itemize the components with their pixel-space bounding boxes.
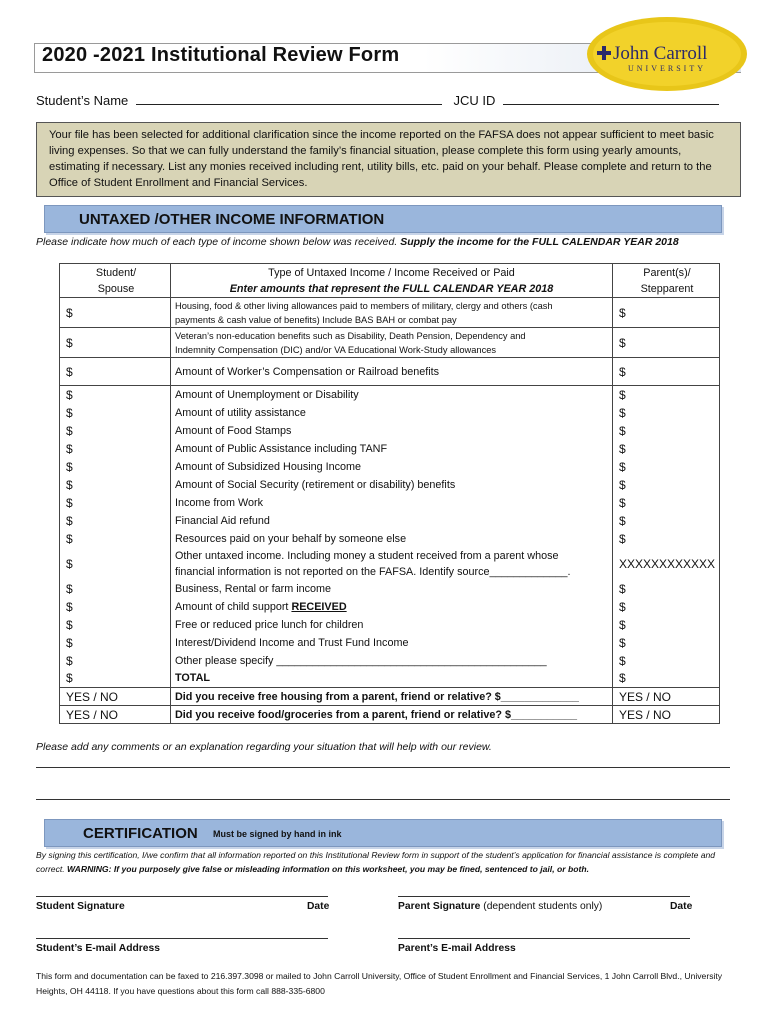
- student-amount-cell[interactable]: $: [60, 548, 171, 580]
- untaxed-section-title: UNTAXED /OTHER INCOME INFORMATION: [79, 211, 385, 228]
- table-row: [60, 652, 720, 670]
- income-type-cell: Amount of Public Assistance including TANF: [171, 440, 613, 458]
- table-row: [60, 670, 720, 688]
- parent-amount-cell[interactable]: $: [612, 512, 719, 530]
- student-amount-cell[interactable]: $: [60, 358, 171, 386]
- student-amount-cell[interactable]: $: [60, 512, 171, 530]
- certification-note: Must be signed by hand in ink: [213, 829, 342, 839]
- parent-amount-cell[interactable]: $: [612, 476, 719, 494]
- income-type-cell: Other please specify _____________________________________________: [171, 652, 613, 670]
- table-row: [60, 476, 720, 494]
- table-row: [60, 458, 720, 476]
- certification-title: CERTIFICATION: [83, 825, 198, 842]
- parent-amount-cell[interactable]: $: [612, 634, 719, 652]
- jcu-id-field[interactable]: [503, 90, 719, 105]
- income-type-cell: Did you receive free housing from a parent, friend or relative? $_____________: [171, 688, 613, 706]
- income-type-cell: Income from Work: [171, 494, 613, 512]
- table-row: [60, 440, 720, 458]
- john-carroll-logo: [586, 16, 748, 92]
- student-email-label: Student’s E-mail Address: [36, 943, 160, 954]
- jcu-id-label: JCU ID: [453, 93, 496, 108]
- student-amount-cell[interactable]: $: [60, 298, 171, 328]
- student-signature-label: Student Signature: [36, 901, 125, 912]
- income-type-cell: Veteran’s non-education benefits such as Disability, Death Pension, Dependency and Indemnity Compensation (DIC) and/or VA Educational Work-Study allowances: [171, 328, 613, 358]
- table-row: [60, 512, 720, 530]
- income-type-cell: TOTAL: [171, 670, 613, 688]
- certification-warning: WARNING: If you purposely give false or misleading information on this worksheet, you may be fined, sentenced to jail, or both.: [67, 864, 589, 874]
- col-type-header: Type of Untaxed Income / Income Received or Paid Enter amounts that represent the FULL CALENDAR YEAR 2018: [171, 264, 613, 298]
- parent-amount-cell[interactable]: $: [612, 580, 719, 598]
- student-info-row: [36, 90, 719, 108]
- parent-amount-cell[interactable]: $: [612, 494, 719, 512]
- parent-email-label: Parent’s E-mail Address: [398, 943, 516, 954]
- student-amount-cell[interactable]: $: [60, 476, 171, 494]
- student-amount-cell[interactable]: $: [60, 458, 171, 476]
- instructions-year: Supply the income for the FULL CALENDAR YEAR 2018: [400, 236, 679, 248]
- table-row: [60, 580, 720, 598]
- table-row: [60, 328, 720, 358]
- income-type-cell: Amount of Worker’s Compensation or Railroad benefits: [171, 358, 613, 386]
- table-row: [60, 548, 720, 580]
- parent-email-line[interactable]: [398, 938, 690, 939]
- student-amount-cell[interactable]: $: [60, 580, 171, 598]
- income-type-cell: Amount of Subsidized Housing Income: [171, 458, 613, 476]
- parent-amount-cell: XXXXXXXXXXXX: [612, 548, 719, 580]
- parent-amount-cell[interactable]: $: [612, 404, 719, 422]
- parent-amount-cell[interactable]: $: [612, 458, 719, 476]
- student-amount-cell[interactable]: $: [60, 616, 171, 634]
- comments-prompt: Please add any comments or an explanation regarding your situation that will help with our review.: [36, 741, 492, 753]
- table-row: [60, 404, 720, 422]
- footer-contact: This form and documentation can be faxed to 216.397.3098 or mailed to John Carroll University, Office of Student Enrollment and Financial Services, 1 John Carroll Blvd., University Heights, OH 44118. If you have questions about this form call 888-335-6800: [36, 971, 723, 996]
- table-row: [60, 422, 720, 440]
- student-amount-cell[interactable]: $: [60, 404, 171, 422]
- table-row: [60, 634, 720, 652]
- student-amount-cell[interactable]: $: [60, 530, 171, 548]
- student-amount-cell[interactable]: $: [60, 440, 171, 458]
- student-amount-cell[interactable]: $: [60, 494, 171, 512]
- income-type-cell: Did you receive food/groceries from a parent, friend or relative? $___________: [171, 706, 613, 724]
- certification-text: By signing this certification, I/we confirm that all information reported on this Institutional Review form in support of the student’s application for financial assistance is complete and correct. WARNING: If you purposely give false or misleading information on this worksheet, you may be fined, sentenced to jail, or both.: [36, 850, 716, 874]
- student-amount-cell[interactable]: $: [60, 670, 171, 688]
- parent-date-label: Date: [670, 901, 693, 912]
- table-row: [60, 706, 720, 724]
- student-amount-cell[interactable]: YES / NO: [60, 688, 171, 706]
- student-date-label: Date: [307, 901, 330, 912]
- parent-amount-cell[interactable]: $: [612, 328, 719, 358]
- parent-amount-cell[interactable]: $: [612, 358, 719, 386]
- income-type-cell: Interest/Dividend Income and Trust Fund Income: [171, 634, 613, 652]
- student-amount-cell[interactable]: $: [60, 598, 171, 616]
- parent-amount-cell[interactable]: $: [612, 422, 719, 440]
- parent-amount-cell[interactable]: $: [612, 616, 719, 634]
- student-name-field[interactable]: [136, 90, 442, 105]
- logo-subtitle: UNIVERSITY: [628, 64, 706, 73]
- table-row: [60, 358, 720, 386]
- table-row: [60, 386, 720, 404]
- student-amount-cell[interactable]: YES / NO: [60, 706, 171, 724]
- income-type-cell: Other untaxed income. Including money a student received from a parent whose financial information is not reported on the FAFSA. Identify source_____________.: [171, 548, 613, 580]
- comments-line-2[interactable]: [36, 799, 730, 800]
- parent-amount-cell[interactable]: YES / NO: [612, 706, 719, 724]
- table-row: [60, 598, 720, 616]
- table-row: [60, 298, 720, 328]
- student-signature-line[interactable]: [36, 896, 328, 897]
- table-row: [60, 494, 720, 512]
- col-parent-header: Parent(s)/ Stepparent: [612, 264, 719, 298]
- comments-line-1[interactable]: [36, 767, 730, 768]
- untaxed-section-header: [44, 205, 722, 233]
- parent-amount-cell[interactable]: $: [612, 652, 719, 670]
- student-amount-cell[interactable]: $: [60, 652, 171, 670]
- col-student-header: Student/ Spouse: [60, 264, 171, 298]
- parent-amount-cell[interactable]: $: [612, 440, 719, 458]
- income-type-cell: Resources paid on your behalf by someone else: [171, 530, 613, 548]
- student-amount-cell[interactable]: $: [60, 386, 171, 404]
- income-type-cell: Amount of Social Security (retirement or disability) benefits: [171, 476, 613, 494]
- student-amount-cell[interactable]: $: [60, 422, 171, 440]
- parent-signature-line[interactable]: [398, 896, 690, 897]
- table-row: [60, 530, 720, 548]
- logo-wordmark: John Carroll: [613, 43, 708, 64]
- table-header-row: [60, 264, 720, 298]
- income-type-cell: Housing, food & other living allowances paid to members of military, clergy and others (cash payments & cash value of benefits) Include BAS BAH or combat pay: [171, 298, 613, 328]
- parent-signature-label: Parent Signature (dependent students only): [398, 901, 603, 912]
- student-amount-cell[interactable]: $: [60, 328, 171, 358]
- table-row: [60, 616, 720, 634]
- income-type-cell: Financial Aid refund: [171, 512, 613, 530]
- page-title: 2020 -2021 Institutional Review Form: [42, 44, 400, 66]
- student-name-label: Student’s Name: [36, 93, 129, 108]
- certification-section-header: [44, 819, 722, 847]
- parent-amount-cell[interactable]: $: [612, 298, 719, 328]
- income-type-cell: Amount of utility assistance: [171, 404, 613, 422]
- parent-amount-cell[interactable]: $: [612, 598, 719, 616]
- parent-amount-cell[interactable]: $: [612, 386, 719, 404]
- income-type-cell: Business, Rental or farm income: [171, 580, 613, 598]
- parent-amount-cell[interactable]: $: [612, 670, 719, 688]
- untaxed-income-table: [59, 263, 720, 724]
- income-type-cell: Amount of child support RECEIVED: [171, 598, 613, 616]
- selection-notice: Your file has been selected for additional clarification since the income reported on the FAFSA does not appear sufficient to meet basic living expenses. So that we can fully understand the family’s financial situation, please complete this form using yearly amounts, estimating if necessary. List any monies received including rent, utility bills, etc. paid on your behalf. Please complete and return to the Office of Student Enrollment and Financial Services.: [36, 122, 741, 197]
- income-type-cell: Amount of Unemployment or Disability: [171, 386, 613, 404]
- parent-amount-cell[interactable]: YES / NO: [612, 688, 719, 706]
- student-email-line[interactable]: [36, 938, 328, 939]
- income-type-cell: Amount of Food Stamps: [171, 422, 613, 440]
- parent-amount-cell[interactable]: $: [612, 530, 719, 548]
- income-type-cell: Free or reduced price lunch for children: [171, 616, 613, 634]
- student-amount-cell[interactable]: $: [60, 634, 171, 652]
- table-row: [60, 688, 720, 706]
- untaxed-instructions: [36, 236, 679, 248]
- instructions-text: Please indicate how much of each type of income shown below was received.: [36, 236, 398, 248]
